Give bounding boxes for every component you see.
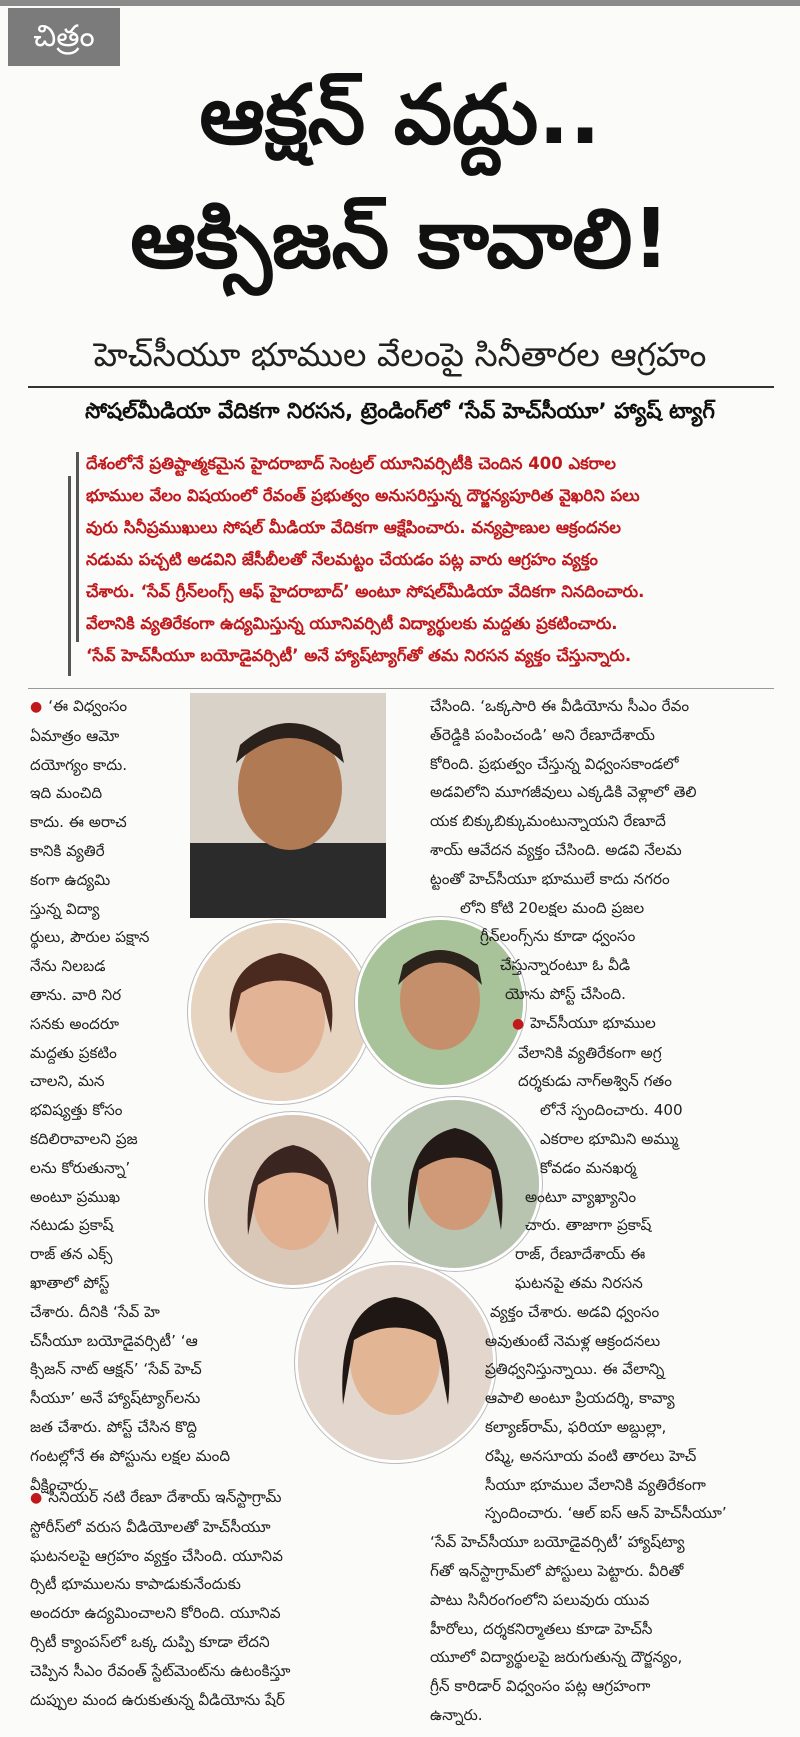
text-line: అందరూ ఉద్యమించాలని కోరింది. యూనివ — [30, 1604, 281, 1623]
actor-photo-kavya-kalyanram — [205, 1112, 381, 1288]
text-line: దయోగ్యం కాదు. — [30, 755, 128, 774]
text-line: గంటల్లోనే ఈ పోస్టును లక్షల మంది — [30, 1446, 231, 1465]
text-line: ప్రతిధ్వనిస్తున్నాయి. ఈ వేలాన్ని — [485, 1360, 665, 1379]
intro-line: చేశారు. ‘సేవ్ గ్రీన్‌లంగ్స్ ఆఫ్ హైదరాబాద్’ అంటూ సోషల్‌మీడియా వేదికగా నినదించారు. — [86, 582, 645, 601]
text-line: రాజ్ తన ఎక్స్ — [30, 1245, 113, 1264]
text-line: యోను పోస్ట్ చేసింది. — [505, 984, 626, 1003]
text-line: ‘సేవ్ హెచ్‌సీయూ బయోడైవర్సిటీ’ హ్యాష్‌ట్యా — [430, 1533, 685, 1552]
intro-quote-bar — [76, 452, 79, 642]
text-line: లోనే స్పందించారు. 400 — [540, 1101, 683, 1120]
text-line: స్టోరీస్‌లో వరుస వీడియోలతో హెచ్‌సీయూ — [30, 1517, 271, 1536]
text-line: ర్సిటీ క్యాంపస్‌లో ఒక్క దుప్పి కూడా లేదని — [30, 1632, 270, 1651]
divider-rule — [28, 386, 774, 388]
intro-line: భూముల వేలం విషయంలో రేవంత్ ప్రభుత్వం అనుసరిస్తున్న దౌర్జన్యపూరిత వైఖరిని పలు — [86, 486, 640, 505]
intro-paragraph — [86, 448, 776, 672]
text-line: ఉన్నారు. — [430, 1705, 483, 1724]
text-line: ఖాతాలో పోస్ట్ — [30, 1273, 110, 1292]
text-line: ర్థులు, పౌరుల పక్షాన — [30, 928, 150, 947]
text-line: కదిలిరావాలని ప్రజ — [30, 1129, 138, 1148]
text-line: కాదు. ఈ అరాచ — [30, 813, 127, 832]
text-line: గ్రీన్‌లంగ్స్‌ను కూడా ధ్వంసం — [480, 927, 636, 946]
bullet-icon: ● — [30, 699, 43, 715]
text-line: అంటూ వ్యాఖ్యానిం — [525, 1187, 637, 1206]
text-line: కోరింది. ప్రభుత్వం చేస్తున్న విధ్వంసకాండలో — [430, 754, 679, 773]
actor-photo-renu-desai — [188, 920, 372, 1104]
intro-line: ‘సేవ్ హెచ్‌సీయూ బయోడైవర్సిటీ’ అనే హ్యాష్‌ట్యాగ్‌తో తమ నిరసన వ్యక్తం చేస్తున్నారు. — [86, 646, 632, 665]
text-line: లను కోరుతున్నా’ — [30, 1158, 131, 1177]
text-line: శాయ్ ఆవేదన వ్యక్తం చేసింది. అడవి నేలమ — [430, 840, 682, 859]
text-line: త్‌రెడ్డికి పంపించండి’ అని రేణూదేశాయ్ — [430, 725, 655, 744]
intro-line: వేలానికి వ్యతిరేకంగా ఉద్యమిస్తున్న యూనివర్సిటీ విద్యార్థులకు మద్దతు ప్రకటించారు. — [86, 614, 618, 633]
intro-line: నడుమ పచ్చటి అడవిని జేసీబీలతో నేలమట్టం చేయడం పట్ల వారు ఆగ్రహం వ్యక్తం — [86, 550, 598, 569]
text-line: క్సిజన్ నాట్ ఆక్షన్’ ‘సేవ్ హెచ్ — [30, 1360, 202, 1379]
text-line: ● ‘ఈ విధ్వంసం — [30, 697, 128, 715]
headline-line-1: ఆక్షన్ వద్దు.. — [199, 68, 601, 163]
text-line: అంటూ ప్రముఖ — [30, 1187, 121, 1206]
text-line: చేస్తున్నారంటూ ఓ వీడి — [500, 956, 631, 975]
text-line: ఆపాలి అంటూ ప్రియదర్శి, కావ్యా — [485, 1389, 675, 1408]
intro-line: దేశంలోనే ప్రతిష్టాత్మకమైన హైదరాబాద్ సెంట్రల్ యూనివర్సిటీకి చెందిన 400 ఎకరాల — [86, 454, 616, 473]
text-line: రష్మి, అనసూయ వంటి తారలు హెచ్ — [485, 1446, 697, 1465]
subheadline: హెచ్‌సీయూ భూముల వేలంపై సినీతారల ఆగ్రహం — [93, 335, 707, 374]
text-line: చ్‌సీయూ బయోడైవర్సిటీ’ ‘ఆ — [30, 1331, 198, 1350]
text-line: మద్దతు ప్రకటిం — [30, 1043, 117, 1062]
text-line: దుప్పుల మంద ఉరుకుతున్న వీడియోను షేర్ — [30, 1690, 285, 1709]
top-rule — [0, 0, 800, 6]
text-line: భవిష్యత్తు కోసం — [30, 1101, 123, 1120]
bullet-icon: ● — [512, 1015, 525, 1032]
text-line: ఎకరాల భూమిని అమ్ము — [540, 1129, 679, 1148]
text-line: వ్యక్తం చేశారు. అడవి ధ్వంసం — [490, 1302, 660, 1321]
section-divider — [28, 688, 774, 689]
text-line: ట్టంతో హెచ్‌సీయూ భూములే కాదు నగరం — [430, 869, 670, 888]
text-line: వీక్షించారు. — [30, 1475, 93, 1494]
text-line: సీయూ’ అనే హ్యాష్‌ట్యాగ్‌లను — [30, 1389, 201, 1408]
article-column-right — [430, 692, 760, 1730]
article-column-left — [30, 692, 231, 1499]
text-line: కంగా ఉద్యమి — [30, 870, 111, 889]
text-line: పాటు సినీరంగంలోని పలువురు యువ — [430, 1590, 650, 1609]
text-line: యూలో విద్యార్థులపై జరుగుతున్న దౌర్జన్యం, — [430, 1648, 683, 1667]
text-line: వేలానికి వ్యతిరేకంగా అగ్ర — [518, 1043, 662, 1062]
text-line: నటుడు ప్రకాష్ — [30, 1216, 114, 1235]
bullet-icon: ● — [30, 1490, 43, 1506]
text-line: లోని కోటి 20లక్షల మంది ప్రజల — [460, 898, 645, 917]
text-line: నేను నిలబడ — [30, 957, 106, 976]
text-line: ఘటనలపై ఆగ్రహం వ్యక్తం చేసింది. యూనివ — [30, 1546, 283, 1565]
text-line: చారు. తాజాగా ప్రకాష్ — [525, 1216, 652, 1235]
headline-line-2: ఆక్సిజన్ కావాలి! — [130, 192, 670, 287]
text-line: స్తున్న విద్యా — [30, 899, 100, 918]
tagline: సోషల్‌మీడియా వేదికగా నిరసన, ట్రెండింగ్‌లో ‘సేవ్ హెచ్‌సీయూ’ హ్యాష్ ట్యాగ్ — [85, 399, 715, 424]
text-line: చెప్పిన సీఎం రేవంత్ స్టేట్‌మెంట్‌ను ఉటంకిస్తూ — [30, 1661, 291, 1680]
text-line: ● హెచ్‌సీయూ భూముల — [512, 1013, 656, 1032]
text-line: సీయూ భూముల వేలానికి వ్యతిరేకంగా — [485, 1475, 706, 1494]
text-line: ● సీనియర్ నటి రేణూ దేశాయ్ ఇన్‌స్టాగ్రామ్ — [30, 1488, 282, 1506]
text-line: అడవిలోని మూగజీవులు ఎక్కడికి వెళ్లాలో తెలి — [430, 783, 697, 802]
text-line: ఏమాత్రం ఆమో — [30, 726, 120, 745]
intro-quote-bar — [68, 476, 71, 676]
text-line: యక బిక్కుబిక్కుమంటున్నాయని రేణూదే — [430, 812, 666, 831]
text-line: స్పందించారు. ‘ఆల్ ఐస్ ఆన్ హెచ్‌సీయూ’ — [485, 1504, 727, 1523]
text-line: సనకు అందరూ — [30, 1014, 120, 1033]
text-line: చేశారు. దీనికి ‘సేవ్ హె — [30, 1302, 160, 1321]
text-line: జత చేశారు. పోస్ట్ చేసిన కొద్ది — [30, 1417, 198, 1436]
text-line: కోవడం మనఖర్మ — [540, 1158, 637, 1177]
text-line: కానికి వ్యతిరే — [30, 841, 105, 860]
text-line: ఇది మంచిది — [30, 784, 103, 803]
text-line: ర్సిటీ భూములను కాపాడుకునేందుకు — [30, 1575, 241, 1594]
text-line: కల్యాణ్‌రామ్, ఫరియా అబ్దుల్లా, — [485, 1417, 667, 1436]
text-line: చేసింది. ‘ఒక్కసారి ఈ వీడియోను సీఎం రేవం — [430, 697, 690, 715]
text-line: తాను. వారి నిర — [30, 985, 122, 1004]
text-line: గ్రీన్ కారిడార్ విధ్వంసం పట్ల ఆగ్రహంగా — [430, 1677, 651, 1696]
text-line: రాజ్, రేణూదేశాయ్ ఈ — [515, 1245, 646, 1264]
text-line: అవుతుంటే నెమళ్ల ఆక్రందనలు — [485, 1331, 661, 1350]
article-column-left-lower — [30, 1483, 410, 1714]
actor-photo-prakash-raj — [190, 693, 386, 918]
text-line: గ్‌తో ఇన్‌స్టాగ్రామ్‌లో పోస్టులు పెట్టారు. వీరితో — [430, 1561, 684, 1580]
text-line: దర్శకుడు నాగ్‌అశ్విన్ గతం — [518, 1072, 672, 1091]
section-tag: చిత్రం — [8, 8, 120, 66]
intro-line: వురు సినీప్రముఖులు సోషల్ మీడియా వేదికగా ఆక్షేపించారు. వన్యప్రాణుల ఆక్రందనల — [86, 518, 621, 537]
text-line: హీరోలు, దర్శకనిర్మాతలు కూడా హెచ్‌సీ — [430, 1619, 653, 1638]
text-line: ఘటనపై తమ నిరసన — [515, 1273, 643, 1292]
text-line: చాలని, మన — [30, 1072, 105, 1091]
